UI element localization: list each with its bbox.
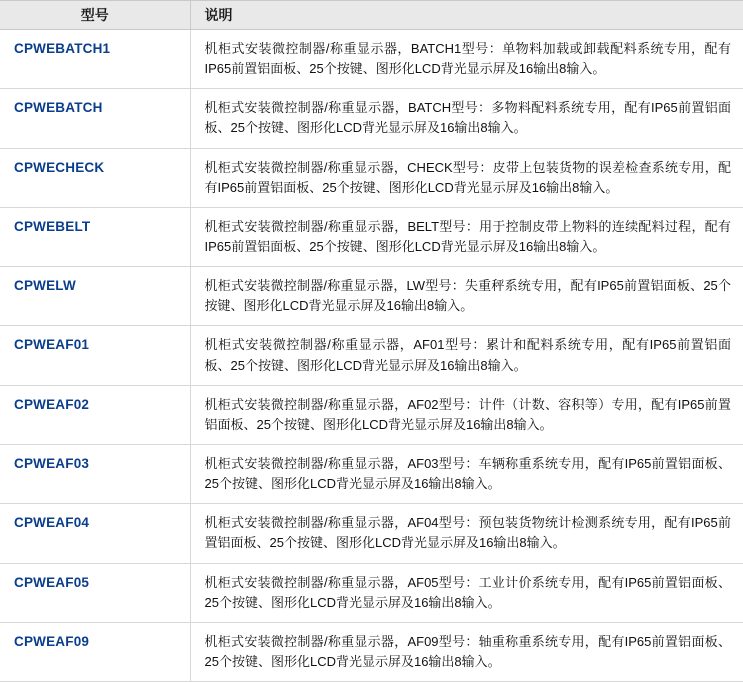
cell-description: 机柜式安装微控制器/称重显示器，AF02型号：计件（计数、容积等）专用，配有IP65前置铝面板、25个按键、图形化LCD背光显示屏及16输出8输入。 bbox=[190, 385, 743, 444]
table-row bbox=[0, 444, 743, 503]
cell-model: CPWEAF01 bbox=[0, 326, 190, 385]
cell-model: CPWEAF05 bbox=[0, 563, 190, 622]
cell-model: CPWEAF09 bbox=[0, 622, 190, 681]
cell-description: 机柜式安装微控制器/称重显示器，LW型号：失重秤系统专用，配有IP65前置铝面板、25个按键、图形化LCD背光显示屏及16输出8输入。 bbox=[190, 267, 743, 326]
cell-description: 机柜式安装微控制器/称重显示器，BATCH1型号：单物料加载或卸载配料系统专用，配有IP65前置铝面板、25个按键、图形化LCD背光显示屏及16输出8输入。 bbox=[190, 30, 743, 89]
cell-description: 机柜式安装微控制器/称重显示器，BATCH型号：多物料配料系统专用，配有IP65前置铝面板、25个按键、图形化LCD背光显示屏及16输出8输入。 bbox=[190, 89, 743, 148]
table-row bbox=[0, 207, 743, 266]
column-header-description: 说明 bbox=[190, 1, 743, 30]
column-header-model: 型号 bbox=[0, 1, 190, 30]
table-row bbox=[0, 622, 743, 681]
cell-model: CPWEBATCH1 bbox=[0, 30, 190, 89]
cell-model: CPWEBELT bbox=[0, 207, 190, 266]
table-row bbox=[0, 563, 743, 622]
cell-model: CPWEBATCH bbox=[0, 89, 190, 148]
table-row bbox=[0, 326, 743, 385]
table-header-row bbox=[0, 1, 743, 30]
cell-model: CPWEAF03 bbox=[0, 444, 190, 503]
cell-description: 机柜式安装微控制器/称重显示器，AF09型号：轴重称重系统专用，配有IP65前置铝面板、25个按键、图形化LCD背光显示屏及16输出8输入。 bbox=[190, 622, 743, 681]
table-body bbox=[0, 30, 743, 682]
table-row bbox=[0, 30, 743, 89]
cell-description: 机柜式安装微控制器/称重显示器，BELT型号：用于控制皮带上物料的连续配料过程，配有IP65前置铝面板、25个按键、图形化LCD背光显示屏及16输出8输入。 bbox=[190, 207, 743, 266]
cell-description: 机柜式安装微控制器/称重显示器，AF03型号：车辆称重系统专用，配有IP65前置铝面板、25个按键、图形化LCD背光显示屏及16输出8输入。 bbox=[190, 444, 743, 503]
cell-model: CPWECHECK bbox=[0, 148, 190, 207]
table-row bbox=[0, 148, 743, 207]
cell-model: CPWEAF04 bbox=[0, 504, 190, 563]
cell-description: 机柜式安装微控制器/称重显示器，CHECK型号：皮带上包装货物的误差检查系统专用，配有IP65前置铝面板、25个按键、图形化LCD背光显示屏及16输出8输入。 bbox=[190, 148, 743, 207]
cell-description: 机柜式安装微控制器/称重显示器，AF04型号：预包装货物统计检测系统专用，配有IP65前置铝面板、25个按键、图形化LCD背光显示屏及16输出8输入。 bbox=[190, 504, 743, 563]
table-header bbox=[0, 1, 743, 30]
cell-description: 机柜式安装微控制器/称重显示器，AF01型号：累计和配料系统专用，配有IP65前置铝面板、25个按键、图形化LCD背光显示屏及16输出8输入。 bbox=[190, 326, 743, 385]
table-row bbox=[0, 504, 743, 563]
table-row bbox=[0, 385, 743, 444]
cell-model: CPWEAF02 bbox=[0, 385, 190, 444]
cell-description: 机柜式安装微控制器/称重显示器，AF05型号：工业计价系统专用，配有IP65前置铝面板、25个按键、图形化LCD背光显示屏及16输出8输入。 bbox=[190, 563, 743, 622]
table-row bbox=[0, 89, 743, 148]
table-row bbox=[0, 267, 743, 326]
cell-model: CPWELW bbox=[0, 267, 190, 326]
